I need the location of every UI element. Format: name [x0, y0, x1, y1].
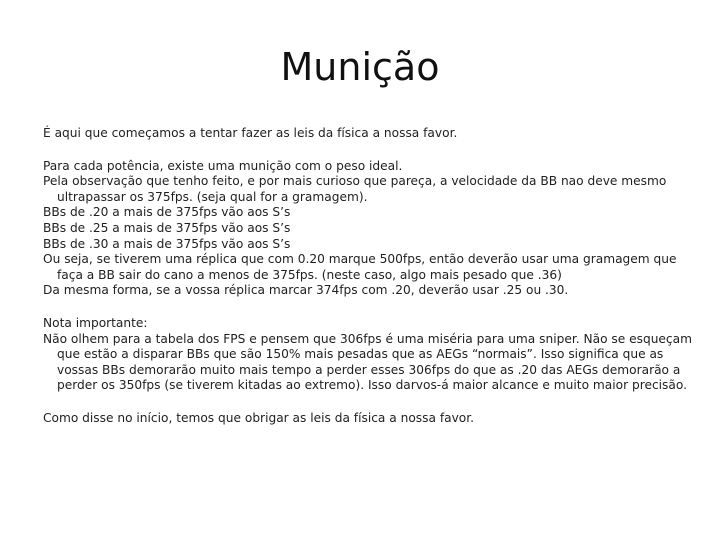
paragraph: Para cada potência, existe uma munição com o peso ideal. — [43, 158, 403, 173]
paragraph: BBs de .25 a mais de 375fps vão aos S’s — [43, 220, 291, 235]
spacer — [43, 299, 703, 316]
paragraph: BBs de .30 a mais de 375fps vão aos S’s — [43, 236, 291, 251]
spacer — [43, 142, 703, 159]
paragraph: Da mesma forma, se a vossa réplica marcar 374fps com .20, deverão usar .25 ou .30. — [43, 283, 569, 298]
note-body: Não olhem para a tabela dos FPS e pensem que 306fps é uma miséria para uma sniper. Não se esqueçam que estão a disparar BBs que são 150% mais pesadas que as AEGs “normais”. Isso significa que as vossas BBs demorarão muito mais tempo a perder esses 306fps do que as .20 das AEGs demorarão a perder os 350fps (se tiverem kitadas ao extremo). Isso darvos-á maior alcance e muito maior precisão. — [43, 331, 692, 393]
intro-text: É aqui que começamos a tentar fazer as leis da física a nossa favor. — [43, 126, 458, 140]
closing-text: Como disse no início, temos que obrigar as leis da física a nossa favor. — [43, 410, 475, 425]
note-heading: Nota importante: — [43, 315, 148, 330]
paragraph: Pela observação que tenho feito, e por mais curioso que pareça, a velocidade da BB nao deve mesmo ultrapassar os 375fps. (seja qual for a gramagem). — [43, 174, 667, 204]
slide-content — [43, 126, 703, 427]
spacer — [43, 394, 703, 411]
slide-title: Munição — [280, 45, 440, 89]
paragraph: Ou seja, se tiverem uma réplica que com 0.20 marque 500fps, então deverão usar uma gramagem que faça a BB sair do cano a menos de 375fps. (neste caso, algo mais pesado que .36) — [43, 252, 677, 282]
paragraph: BBs de .20 a mais de 375fps vão aos S’s — [43, 205, 291, 220]
